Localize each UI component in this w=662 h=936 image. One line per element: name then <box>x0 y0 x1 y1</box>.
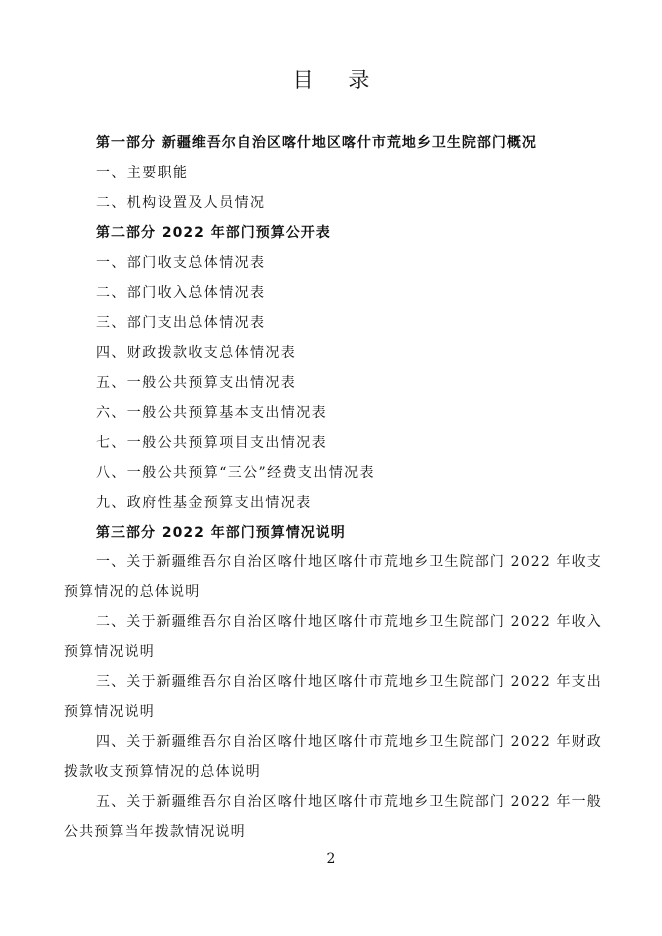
toc-item: 四、财政拨款收支总体情况表 <box>96 345 297 361</box>
toc-item: 五、关于新疆维吾尔自治区喀什地区喀什市荒地乡卫生院部门 2022 年一般公共预算当年拨款情况说明 <box>64 794 602 840</box>
toc-item: 五、一般公共预算支出情况表 <box>96 375 297 391</box>
toc-item: 二、机构设置及人员情况 <box>96 195 266 211</box>
toc-item: 二、关于新疆维吾尔自治区喀什地区喀什市荒地乡卫生院部门 2022 年收入预算情况说明 <box>64 614 602 660</box>
toc-item: 七、一般公共预算项目支出情况表 <box>96 435 327 451</box>
part1-heading: 第一部分 新疆维吾尔自治区喀什地区喀什市荒地乡卫生院部门概况 <box>96 135 537 151</box>
toc-item: 二、部门收入总体情况表 <box>96 285 266 301</box>
toc-item: 八、一般公共预算“三公”经费支出情况表 <box>96 465 375 481</box>
toc-item: 一、关于新疆维吾尔自治区喀什地区喀什市荒地乡卫生院部门 2022 年收支预算情况的总体说明 <box>64 554 602 600</box>
page-title: 目 录 <box>292 68 384 92</box>
part3-heading: 第三部分 2022 年部门预算情况说明 <box>96 525 346 541</box>
toc-item: 一、部门收支总体情况表 <box>96 255 266 271</box>
toc-item: 六、一般公共预算基本支出情况表 <box>96 405 327 421</box>
toc-item: 四、关于新疆维吾尔自治区喀什地区喀什市荒地乡卫生院部门 2022 年财政拨款收支预算情况的总体说明 <box>64 734 602 780</box>
toc-item: 九、政府性基金预算支出情况表 <box>96 495 312 511</box>
page-number: 2 <box>326 851 336 867</box>
toc-item: 三、部门支出总体情况表 <box>96 315 266 331</box>
toc-item: 一、主要职能 <box>96 165 189 181</box>
part2-heading: 第二部分 2022 年部门预算公开表 <box>96 225 331 241</box>
toc-item: 三、关于新疆维吾尔自治区喀什地区喀什市荒地乡卫生院部门 2022 年支出预算情况说明 <box>64 674 602 720</box>
